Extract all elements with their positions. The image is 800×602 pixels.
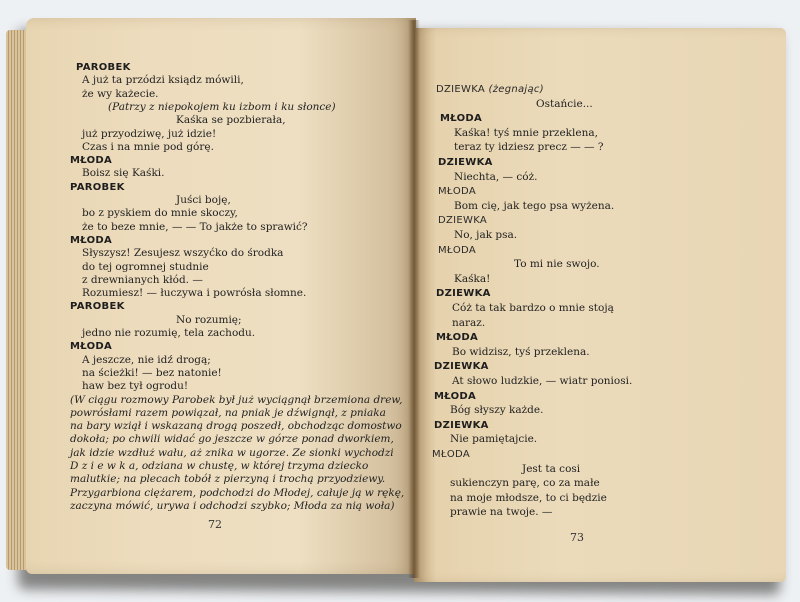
dialogue-line: Jest ta cosi [522,462,581,475]
dialogue-line: A już ta przódzi ksiądz mówili, [82,74,244,87]
dialogue-line: haw bez tył ogrodu! [82,380,189,393]
dialogue-line: To mi nie swojo. [514,258,600,271]
dialogue-line: No, jak psa. [454,229,518,241]
dialogue-line: teraz ty idziesz precz — — ? [454,141,604,154]
dialogue-line: Kaśka se pozbierała, [176,114,286,127]
speaker-name: DZIEWKA [438,157,493,168]
dialogue-line: już przyodziwę, już idzie! [82,127,217,140]
speaker-name: MŁODA [440,113,483,125]
speaker-name: MŁODA [436,332,479,344]
dialogue-line: jedno nie rozumię, tela zachodu. [82,327,256,339]
dialogue-line: że to beze mnie, — — To jakże to sprawić? [82,220,308,233]
book-gutter [408,20,420,578]
stage-direction: powrósłami razem powiązał, na pniak je dźwignął, z pniaka [70,406,386,419]
speaker-name: MŁODA [432,449,470,460]
speaker-name: DZIEWKA [436,288,491,300]
stage-direction: dokoła; po chwili widać go jeszcze w górze ponad dworkiem, [70,433,394,446]
speaker-name: DZIEWKA [434,419,489,431]
speaker-name: MŁODA [70,155,113,167]
dialogue-line: Cóż ta tak bardzo o mnie stoją [452,302,614,314]
stage-direction: zaczyna mówić, urywa i odchodzi szybko; Młoda za nią woła) [70,499,395,512]
dialogue-line: Boisz się Kaśki. [82,167,165,180]
dialogue-line: No rozumię; [176,313,242,326]
stage-direction: malutkie; na plecach tobół z pierzyną i trochą przyodziewy. [70,473,386,486]
stage-direction: D z i e w k a, odziana w chustę, w której trzyma dziecko [70,460,369,472]
speaker-name: DZIEWKA (żegnając) [436,84,544,95]
dialogue-line: Juści boję, [176,194,231,206]
speaker-name: MŁODA [438,186,476,198]
dialogue-line: Kaśka! [454,272,491,285]
dialogue-line: At słowo ludzkie, — wiatr poniosi. [452,375,633,387]
right-page-number: 73 [570,531,584,544]
dialogue-line: Niechta, — cóż. [454,170,538,183]
dialogue-line: naraz. [452,316,486,329]
dialogue-line: Bom cię, jak tego psa wyżena. [454,199,615,212]
speaker-name: DZIEWKA [434,361,489,373]
speaker-name: PAROBEK [70,181,125,193]
stage-direction: na bary wziął i wskazaną drogą poszedł, obchodząc domostwo [70,420,402,433]
speaker-name: MŁODA [70,341,113,353]
speaker-name: PAROBEK [76,62,131,73]
dialogue-line: że wy każecie. [82,87,159,100]
stage-direction: Przygarbiona ciężarem, podchodzi do Młodej, całuje ją w rękę, [70,486,405,499]
dialogue-line: Nie pamiętajcie. [450,433,538,446]
speaker-name: DZIEWKA [438,215,488,227]
dialogue-line: bo z pyskiem do mnie skoczy, [82,207,238,220]
speaker-name: MŁODA [70,234,113,246]
dialogue-line: na moje młodsze, to ci będzie [450,491,607,504]
dialogue-line: Kaśka! tyś mnie przeklena, [454,126,598,139]
speaker-name: MŁODA [434,390,477,402]
stage-direction: jak idzie wzdłuż wału, aż znika w ugorze. Ze sionki wychodzi [70,446,394,459]
dialogue-line: Czas i na mnie pod górę. [82,140,214,153]
speaker-name: PAROBEK [70,301,125,313]
dialogue-line: Rozumiesz! — łuczywa i powrósła słomne. [82,287,307,300]
stage-direction: (Patrzy z niepokojem ku izbom i ku słonce) [108,100,336,113]
dialogue-line: Bóg słyszy każde. [450,404,544,417]
dialogue-line: prawie na twoje. — [450,506,553,519]
speaker-name: MŁODA [438,244,476,256]
dialogue-line: do tej ogromnej studnie [82,260,209,273]
left-page-number: 72 [208,518,222,531]
dialogue-line: Bo widzisz, tyś przeklena. [452,345,590,358]
dialogue-line: z drewnianych kłód. — [82,273,203,286]
dialogue-line: sukienczyn parę, co za małe [450,477,600,490]
dialogue-line: A jeszcze, nie idź drogą; [82,353,211,366]
dialogue-line: Ostańcie... [536,97,593,110]
dialogue-line: na ścieżki! — bez natonie! [82,366,222,379]
stage-direction: (W ciągu rozmowy Parobek był już wyciągnął brzemiona drew, [70,393,403,406]
dialogue-line: Słyszysz! Zesujesz wszyćko do środka [82,247,284,260]
